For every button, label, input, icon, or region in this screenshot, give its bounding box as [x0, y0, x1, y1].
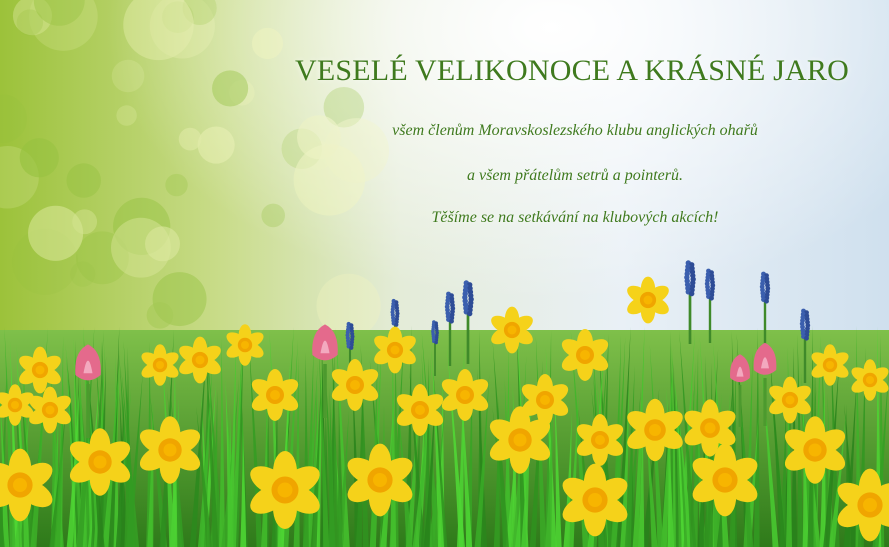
greeting-line-events: Těšíme se na setkávání na klubových akcích! — [431, 209, 719, 226]
greeting-line-friends: a všem přátelům setrů a pointerů. — [467, 167, 683, 184]
greeting-title: VESELÉ VELIKONOCE A KRÁSNÉ JARO — [295, 54, 849, 87]
greeting-line-members: všem členům Moravskoslezského klubu anglických ohařů — [392, 122, 758, 139]
